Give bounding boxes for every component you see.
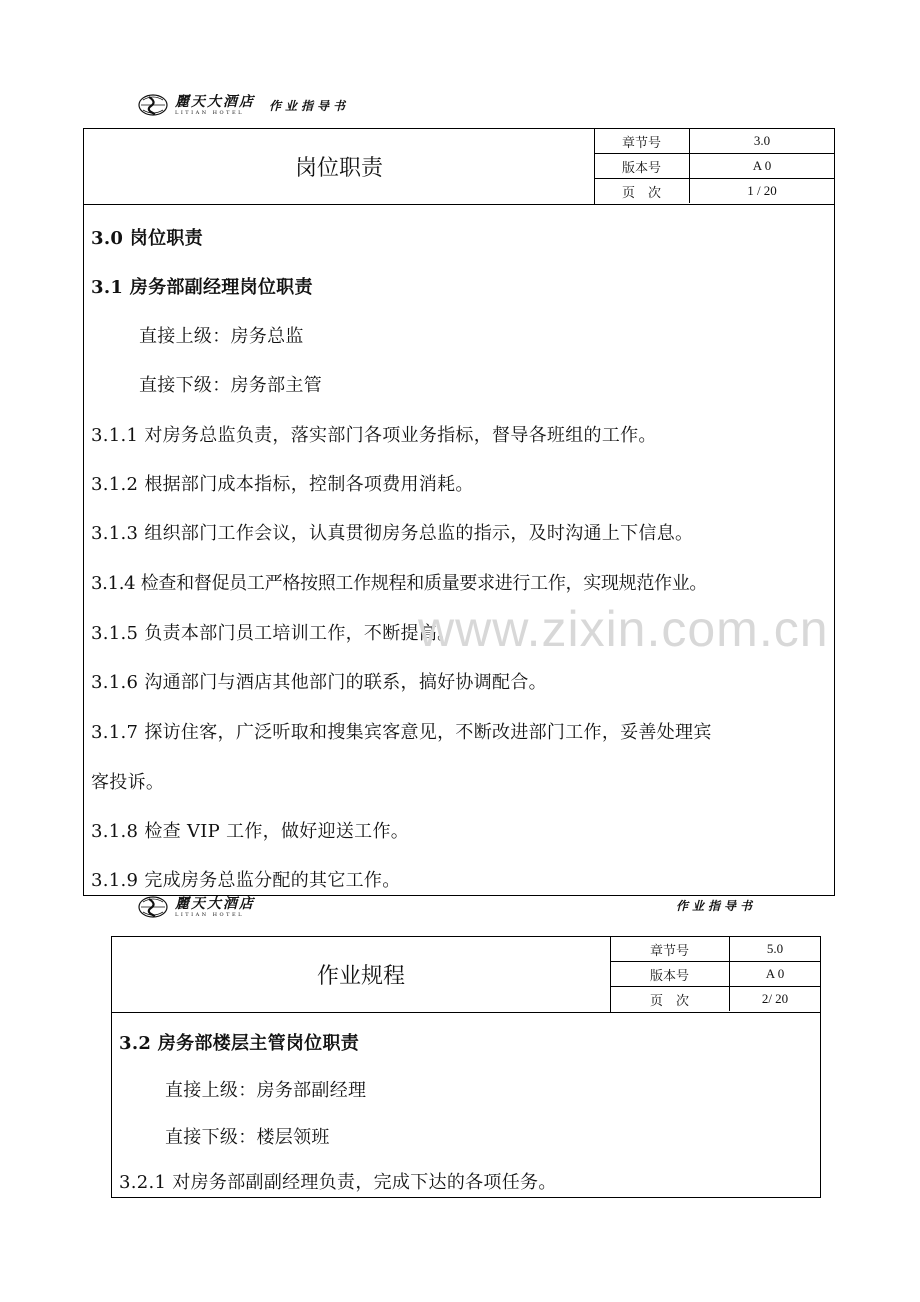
page1-meta-table (594, 129, 834, 204)
page-title: 岗位职责 (84, 129, 595, 204)
meta-value: 2/ 20 (761, 991, 789, 1006)
duty-item: 3.1.2 根据部门成本指标，控制各项费用消耗。 (91, 474, 474, 495)
logo-cn: 麗天大酒店 (175, 895, 255, 912)
meta-row (610, 962, 820, 987)
meta-row (594, 129, 834, 154)
page1-header (137, 92, 349, 118)
page2-document (111, 936, 821, 1198)
page2-meta-table (610, 937, 820, 1012)
meta-value: A 0 (752, 158, 772, 173)
page2-title-block (112, 937, 820, 1013)
meta-value: A 0 (765, 966, 785, 981)
duty-item: 3.1.9 完成房务总监分配的其它工作。 (91, 870, 401, 891)
meta-value: 5.0 (766, 941, 784, 956)
duty-item: 3.1.5 负责本部门员工培训工作，不断提高。 (91, 623, 456, 644)
meta-row (610, 987, 820, 1011)
logo-en: LITIAN HOTEL (175, 911, 244, 918)
meta-key: 页 次 (594, 179, 690, 203)
subsection-heading: 3.1 房务部副经理岗位职责 (91, 277, 313, 298)
meta-key: 页 次 (610, 987, 730, 1011)
direct-subordinate: 直接下级：楼层领班 (165, 1127, 330, 1148)
hotel-logo-icon (137, 92, 171, 118)
duty-item-continued: 客投诉。 (91, 772, 165, 793)
guide-label: 作业指导书 (269, 98, 350, 113)
hotel-logo-text (175, 95, 255, 116)
page1-title-block (84, 129, 834, 205)
duty-item: 3.1.3 组织部门工作会议，认真贯彻房务总监的指示，及时沟通上下信息。 (91, 523, 694, 544)
logo-en: LITIAN HOTEL (175, 109, 244, 116)
subsection-heading: 3.2 房务部楼层主管岗位职责 (119, 1033, 360, 1054)
duty-item: 3.2.1 对房务部副副经理负责，完成下达的各项任务。 (119, 1172, 557, 1193)
meta-row (610, 937, 820, 962)
logo-cn: 麗天大酒店 (175, 93, 255, 110)
hotel-logo-icon (137, 894, 171, 920)
hotel-logo-text (175, 897, 255, 918)
meta-row (594, 179, 834, 203)
direct-subordinate: 直接下级：房务部主管 (139, 375, 322, 396)
meta-key: 版本号 (610, 962, 730, 986)
page2-guide (676, 897, 756, 914)
meta-value: 1 / 20 (747, 183, 777, 198)
watermark: www.zixin.com.cn (418, 601, 829, 657)
direct-superior: 直接上级：房务部副经理 (165, 1080, 367, 1101)
meta-row (594, 154, 834, 179)
duty-item: 3.1.8 检查 VIP 工作，做好迎送工作。 (91, 821, 410, 842)
duty-item: 3.1.4 检查和督促员工严格按照工作规程和质量要求进行工作，实现规范作业。 (91, 573, 708, 594)
duty-item: 3.1.7 探访住客，广泛听取和搜集宾客意见，不断改进部门工作，妥善处理宾 (91, 722, 712, 743)
section-heading: 3.0 岗位职责 (91, 228, 203, 249)
guide-label: 作业指导书 (676, 899, 757, 913)
meta-key: 版本号 (594, 154, 690, 178)
duty-item: 3.1.6 沟通部门与酒店其他部门的联系，搞好协调配合。 (91, 672, 547, 693)
meta-value: 3.0 (753, 133, 771, 148)
direct-superior: 直接上级：房务总监 (139, 326, 304, 347)
page2-header (137, 894, 255, 920)
meta-key: 章节号 (594, 129, 690, 153)
duty-item: 3.1.1 对房务总监负责，落实部门各项业务指标，督导各班组的工作。 (91, 425, 657, 446)
meta-key: 章节号 (610, 937, 730, 961)
page-title: 作业规程 (112, 937, 611, 1012)
